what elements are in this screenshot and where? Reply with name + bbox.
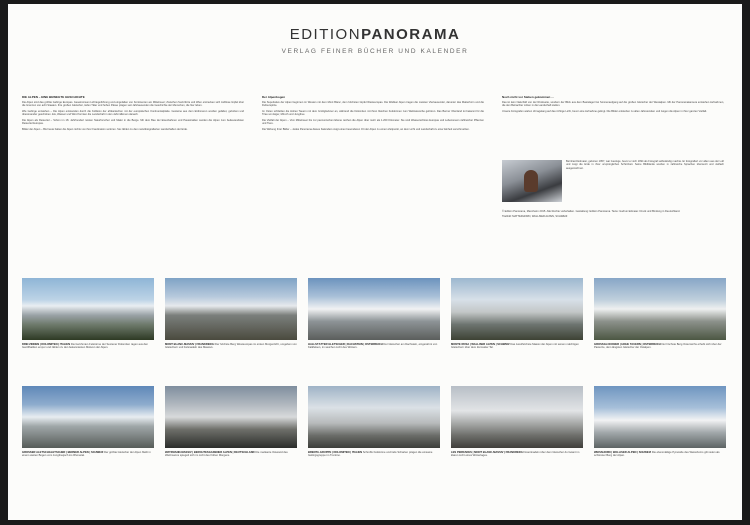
paragraph: Die Superlative der Alpen beginnen im Westen mit dem Mont Blanc, dem höchsten Gipfel Westeuropas. Die Walliser Alpen tragen die meisten Viertausender, darunter das Matterhorn und die Dufourspitze. <box>262 100 484 107</box>
photo-card <box>22 386 154 481</box>
panorama-photo <box>451 386 583 448</box>
photographer-portrait <box>502 160 562 202</box>
text-column-1 <box>22 96 244 264</box>
paragraph: Das ist kein Naturbild von der Rückseite, sondern der Blick aus dem Basislager bei Sonnenaufgang auf die großen Gletscher der Westalpen. Mit der Panoramakamera entstehen Aufnahmen, die den Betrachter mitten in die Landschaft stellen. <box>502 100 724 107</box>
text-column-3 <box>502 96 724 156</box>
photo-card <box>308 278 440 373</box>
photo-card <box>165 278 297 373</box>
calendar-sheet <box>8 4 742 520</box>
paragraph: Wie Gebirge entstehen – Die Alpen entstanden durch die Kollision der afrikanischen mit der europäischen Kontinentalplatte. Gesteine aus dem Erdinneren wurden gefaltet, gehoben und übereinander geschoben. Eis, Wasser und Wind formten die Landschaft in den Jahrmillionen danach. <box>22 109 244 117</box>
photo-card <box>165 386 297 481</box>
credits <box>502 210 724 221</box>
photo-card <box>451 386 583 481</box>
panorama-photo <box>165 386 297 448</box>
photo-card <box>22 278 154 373</box>
panorama-photo <box>451 278 583 340</box>
photo-caption: WATZMANN-MASSIV | BERCHTESGADENER ALPEN | DEUTSCHLAND Die markante Ostwand des Watzmanns spiegelt sich im Licht des frühen Morgens. <box>165 451 288 458</box>
photo-card <box>594 278 726 373</box>
paragraph: Bilder der Alpen – Bis heute haben die Alpen nichts von ihrer Faszination verloren. Sie zählen zu den meistfotografierten Landschaften der Erde. <box>22 128 188 132</box>
photo-caption: GROSSER ALETSCHGLETSCHER | BERNER ALPEN | SCHWEIZ Der größte Gletscher der Alpen fließt in einem weiten Bogen vom Jungfraujoch ins Rhonetal. <box>22 451 151 458</box>
photographer-bio: Bernhard Edmaier, geboren 1957, war Geologe, bevor er sich 1994 als Fotograf selbständig machte. Er fotografiert vor allem aus der Luft und zeigt die Erde in ihrer ursprünglichen Schönheit. Seine Bildbände wurden in zahlreiche Sprachen übersetzt und vielfach ausgezeichnet. <box>566 160 724 170</box>
panorama-photo <box>594 278 726 340</box>
photo-caption: BRENTA-GRUPPE | DOLOMITEN | ITALIEN Schroffe Felstürme und tiefe Scharten prägen die einsame Gebirgsgruppe im Trentino. <box>308 451 433 458</box>
paragraph: Die Alpen als Reiseziel – Schon im 18. Jahrhundert reisten Naturforscher und Maler in die Berge. Mit dem Bau der Eisenbahnen und Passstraßen wurden die Alpen zum bedeutendsten Reiseziel Europas. <box>22 118 244 126</box>
brand-logo: EDITIONPANORAMA <box>289 26 461 43</box>
paragraph: Unsere Fotografen warten oft tagelang auf das richtige Licht, bevor eine Aufnahme gelingt. Die Bilder entstehen zu allen Jahreszeiten und zeigen die Alpen in ihrer ganzen Vielfalt. <box>502 109 707 113</box>
photo-caption: MONT BLANC-MASSIV | FRANKREICH Der höchste Berg Westeuropas im ersten Morgenlicht, umgeben von Gletschern und Felsnadeln des Massivs. <box>165 343 297 350</box>
photo-card <box>594 386 726 481</box>
photo-caption: MONTE ROSA | WALLISER ALPEN | SCHWEIZ Das zweithöchste Massiv der Alpen mit seinen mächtigen Gletschern über dem Zermatter Tal. <box>451 343 579 350</box>
copyright-text: © Edition Panorama, Mannheim 2015. Alle Rechte vorbehalten. Gestaltung: Edition Panorama. Texte: Gudrun Edmaier. Druck und Bindung in Deutschland. <box>502 210 681 213</box>
panorama-photo <box>594 386 726 448</box>
tagline: VERLAG FEINER BÜCHER UND KALENDER <box>281 48 469 55</box>
photo-caption: GROSSGLOCKNER | HOHE TAUERN | ÖSTERREICH Der höchste Berg Österreichs erhebt sich über der Pasterze, dem längsten Gletscher der Ostalpen. <box>594 343 722 350</box>
column-heading: Noch nicht vor Sieben gekommen … <box>502 96 555 99</box>
photo-caption: WEISSHORN | WALLISER ALPEN | SCHWEIZ Die ebenmäßige Pyramide des Weisshorns gilt vielen als schönster Berg der Alpen. <box>594 451 720 458</box>
paragraph: Die Alpen sind das größte Gebirge Europas. Geseinsinsen Lichtiegeführung und eingefalten von Kontinenten am Mittelmeer; Zwischen Sud-Nizza und Wien erstrecken sich zahllose Gipfel über die Grenzen von acht Staaten. Ihre großen Gletscher, tiefen Täler und hohen Pässe prägen seit Jahrtausenden die Geschichte der Menschen, die hier leben. <box>22 100 244 107</box>
text-column-2 <box>262 96 484 264</box>
panorama-photo <box>165 278 297 340</box>
panorama-photo <box>308 278 440 340</box>
panorama-photo <box>22 386 154 448</box>
panorama-photo <box>22 278 154 340</box>
photo-card <box>451 278 583 373</box>
paragraph: Im Osten schließen die Hohen Tauern mit dem Großglockner an, während die Dolomiten mit ihren bleichen Felstürmen zum Weltnaturerbe gehören. Das Berner Oberland ist bekannt für die Trias von Eiger, Mönch und Jungfrau. <box>262 109 484 117</box>
panorama-photo <box>308 386 440 448</box>
paragraph: Die Wirkung ihrer Bilder – Jedes Panorama dieses Kalenders zeigt einen besonderen Ort der Alpen zu einem Zeitpunkt, an dem Licht und Landschaft zu einer Einheit verschmelzen. <box>262 128 470 132</box>
photo-caption: HALLSTÄTTER GLETSCHER | DACHSTEIN | ÖSTERREICH Der Gletscher am Dachstein, eingerahmt von Kalkfelsen, im weichen Licht des Winters. <box>308 343 438 350</box>
cover-caption: Titelbild: MATTERHORN, WALLISER ALPEN, SCHWEIZ <box>502 215 568 219</box>
paragraph: Die Vielfalt der Alpen – Vom Mittelmeer bis zur pannonischen Ebene reichen die Alpen über mehr als 1.200 Kilometer. Sie sind Wasserschloss Europas und Lebensraum zahlreicher Pflanzen und Tiere. <box>262 118 484 126</box>
photo-caption: LES PERRADES | MONT BLANC-MASSIV | FRANKREICH Granitnadeln über dem Gletscher du Géant im klaren Licht eines Wintertages. <box>451 451 580 458</box>
column-heading: Der Alpenbogen <box>262 96 286 99</box>
photo-caption: DREI ZINNEN | DOLOMITEN | ITALIEN Die berühmten Felstürme der Sextener Dolomiten ragen aus den Geröllhalden empor und zählen zu den bekanntesten Motiven der Alpen. <box>22 343 149 350</box>
column-heading: DIE ALPEN – EINE BEWEGTE GESCHICHTE <box>22 96 85 99</box>
photo-card <box>308 386 440 481</box>
